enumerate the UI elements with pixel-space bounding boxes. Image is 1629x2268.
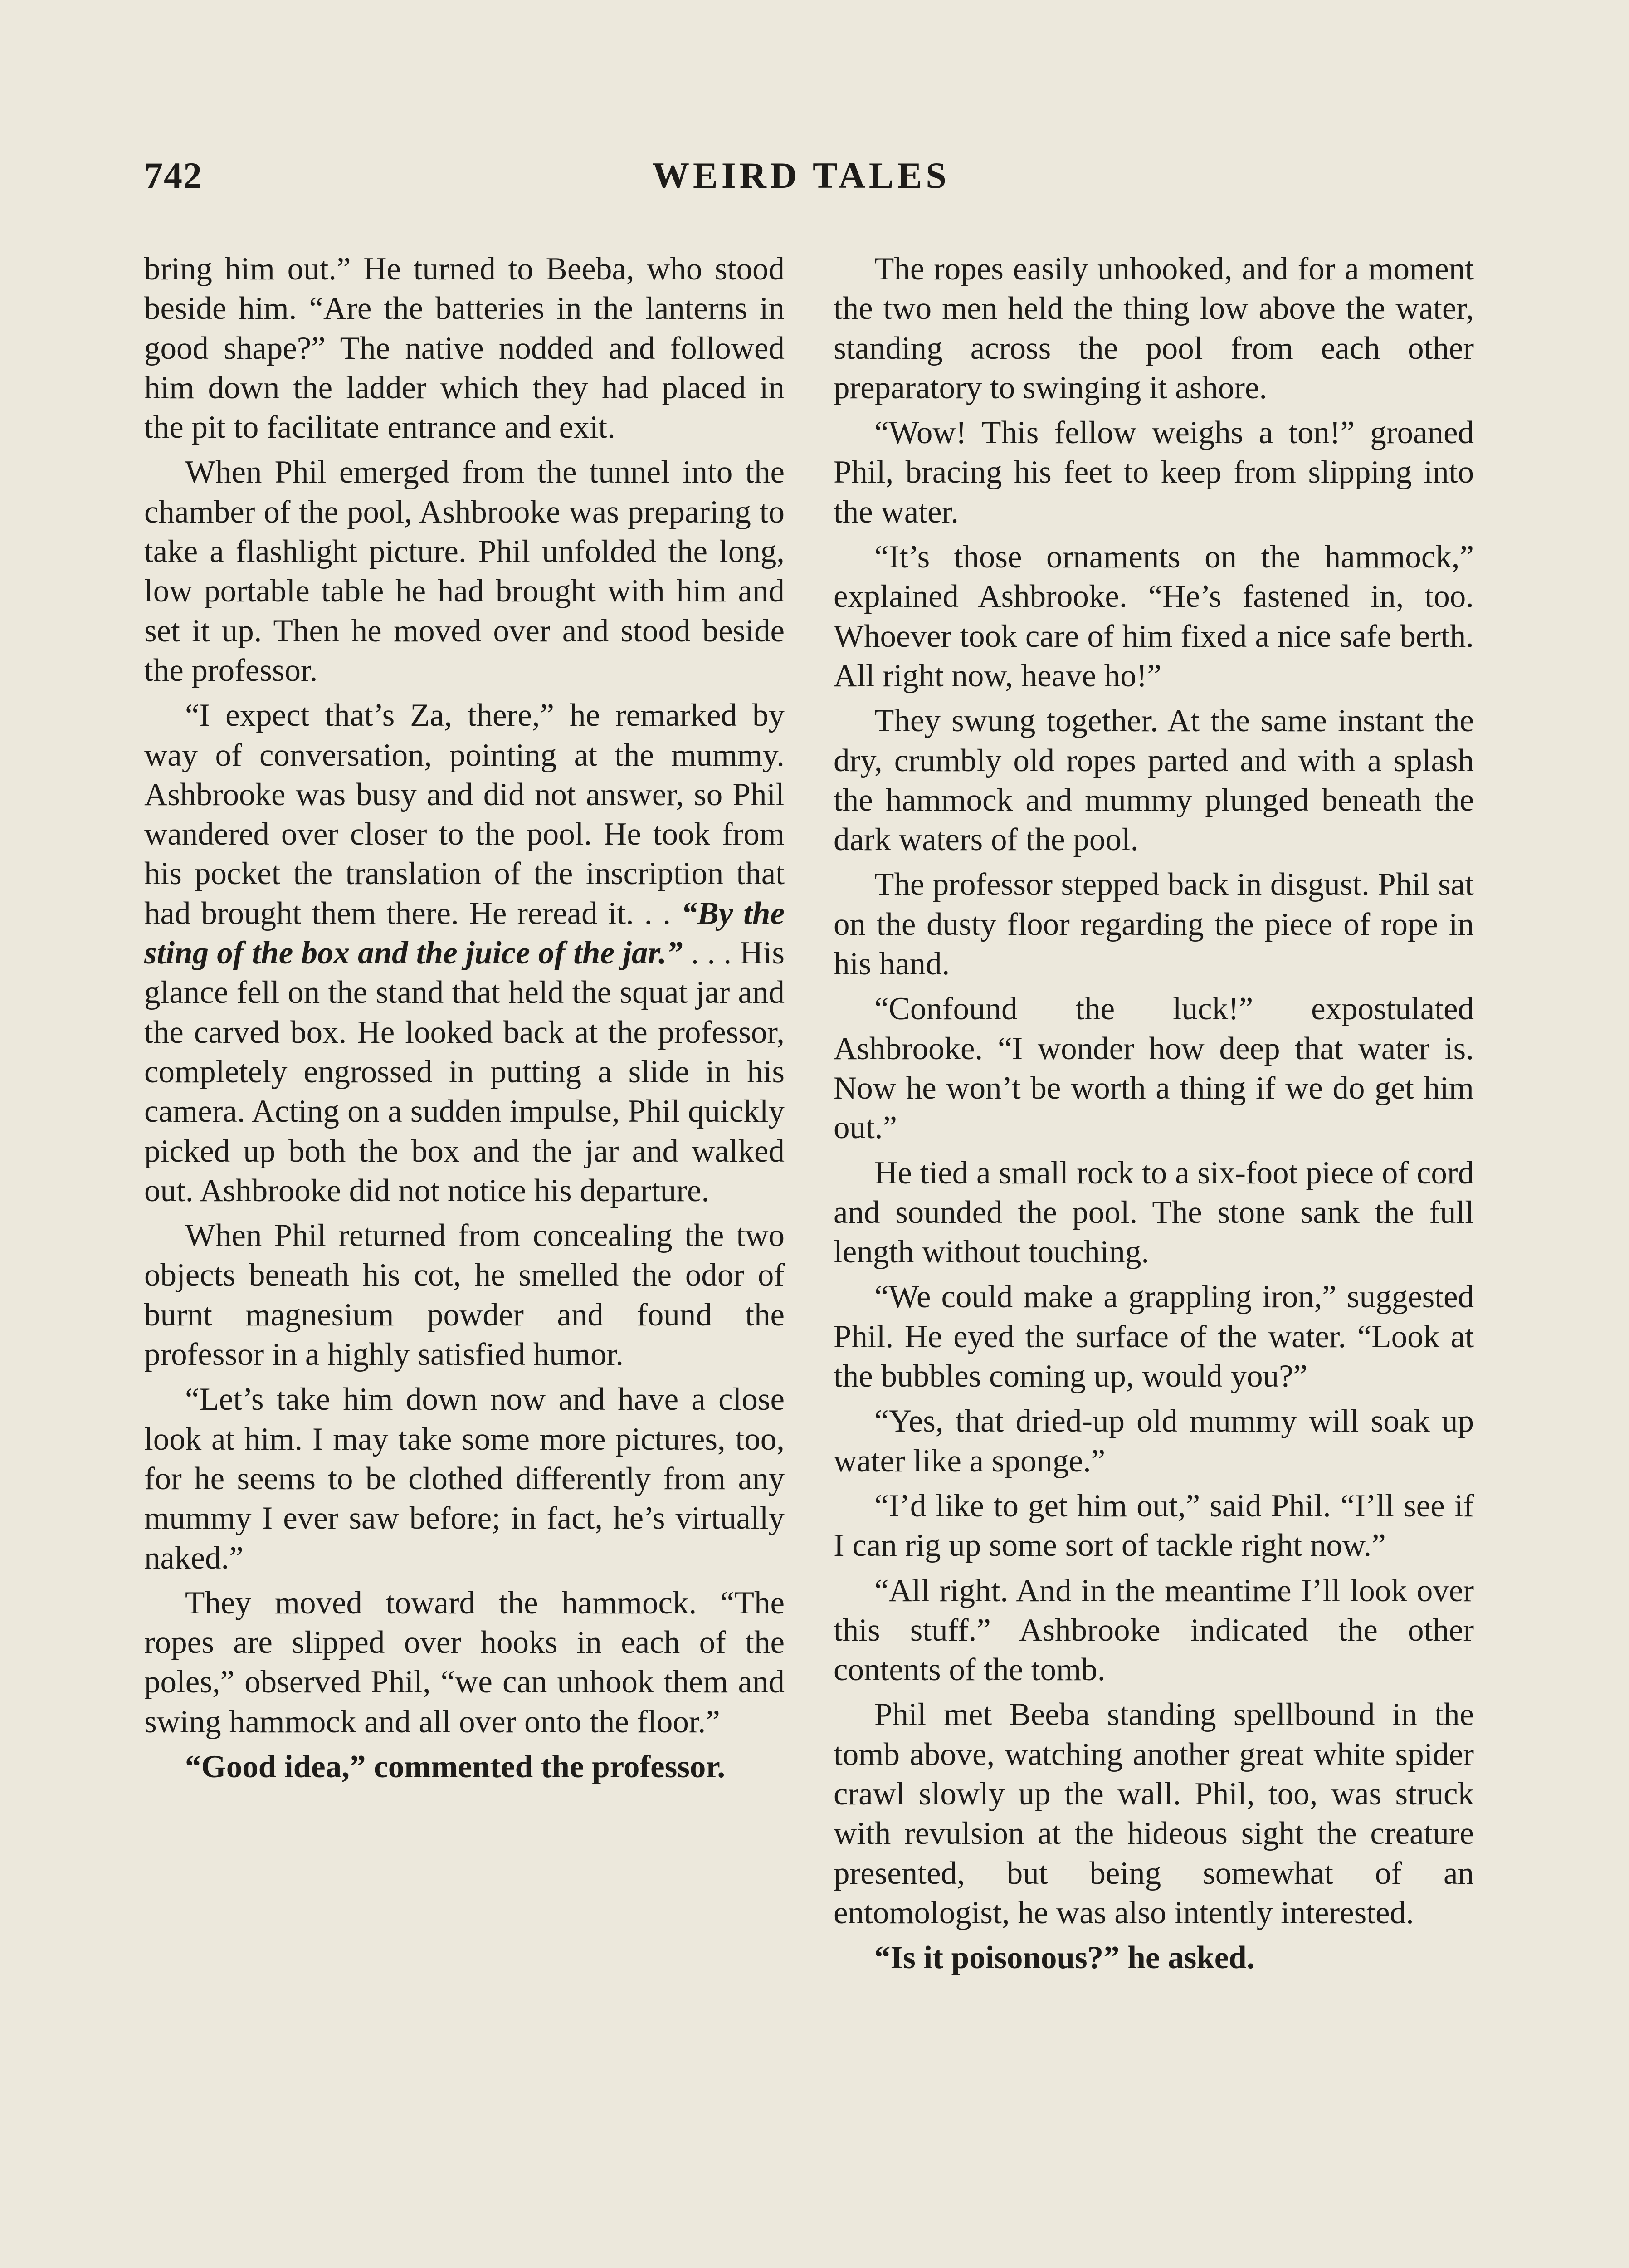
paragraph: “Is it poisonous?” he asked. [874,1940,1255,1976]
paragraph: The professor stepped back in disgust. Phil sat on the dusty floor regarding the piece of rope in his hand. [834,867,1474,982]
paragraph: “Let’s take him down now and have a close look at him. I may take some more pictures, too, for he seems to be clothed differently from any mummy I ever saw before; in fact, he’s virtually naked.” [144,1382,785,1576]
magazine-title: WEIRD TALES [652,155,950,196]
paragraph: “All right. And in the meantime I’ll look over this stuff.” Ashbrooke indicated the other contents of the tomb. [834,1573,1474,1688]
paragraph: “We could make a grappling iron,” suggested Phil. He eyed the surface of the water. “Look at the bubbles coming up, would you?” [834,1279,1474,1394]
page-number: 742 [144,155,203,196]
paragraph: He tied a small rock to a six-foot piece of cord and sounded the pool. The stone sank the full length without touching. [834,1155,1474,1270]
paragraph: They moved toward the hammock. “The ropes are slipped over hooks in each of the poles,” observed Phil, “we can unhook them and swing hammock and all over onto the floor.” [144,1585,785,1740]
paragraph-text: “I expect that’s Za, there,” he remarked by way of conversation, pointing at the mummy. Ashbrooke was busy and did not answer, so Phil wandered over closer to the pool. He took from his pocket the translation of the inscription that had brought them there. He reread it. . . [144,698,785,931]
paragraph: bring him out.” He turned to Beeba, who stood beside him. “Are the batteries in the lanterns in good shape?” The native nodded and followed him down the ladder which they had placed in the pit to facilitate entrance and exit. [144,251,785,445]
left-column [144,249,785,1792]
paragraph: When Phil emerged from the tunnel into the chamber of the pool, Ashbrooke was preparing to take a flashlight picture. Phil unfolded the long, low portable table he had brought with him and set it up. Then he moved over and stood beside the professor. [144,455,785,688]
page-header [144,154,1478,204]
paragraph: The ropes easily unhooked, and for a moment the two men held the thing low above the water, standing across the pool from each other preparatory to swinging it ashore. [834,251,1474,406]
paragraph-text: . . . His glance fell on the stand that held the squat jar and the carved box. He looked back at the professor, completely engrossed in putting a slide in his camera. Acting on a sudden impulse, Phil quickly picked up both the box and the jar and walked out. Ashbrooke did not notice his departure. [144,935,785,1208]
paragraph [144,696,785,1211]
paragraph: They swung together. At the same instant the dry, crumbly old ropes parted and with a splash the hammock and mummy plunged beneath the dark waters of the pool. [834,703,1474,858]
paragraph: “I’d like to get him out,” said Phil. “I’ll see if I can rig up some sort of tackle right now.” [834,1488,1474,1564]
paragraph: “Confound the luck!” expostulated Ashbrooke. “I wonder how deep that water is. Now he won’t be worth a thing if we do get him out.” [834,991,1474,1146]
paragraph: “Yes, that dried-up old mummy will soak up water like a sponge.” [834,1403,1474,1479]
paragraph: “It’s those ornaments on the hammock,” explained Ashbrooke. “He’s fastened in, too. Whoever took care of him fixed a nice safe berth. All right now, heave ho!” [834,539,1474,694]
paragraph: When Phil returned from concealing the two objects beneath his cot, he smelled the odor of burnt magnesium powder and found the professor in a highly satisfied humor. [144,1218,785,1373]
paragraph: “Wow! This fellow weighs a ton!” groaned Phil, bracing his feet to keep from slipping into the water. [834,415,1474,530]
paragraph: “Good idea,” commented the professor. [185,1749,726,1784]
paragraph: Phil met Beeba standing spellbound in the tomb above, watching another great white spider crawl slowly up the wall. Phil, too, was struck with revulsion at the hideous sight the creature presented, but being somewhat of an entomologist, he was also intently interested. [834,1697,1474,1931]
italic-quote: “By the sting of the box and the juice of the jar.” [144,895,785,971]
right-column [834,249,1474,1983]
